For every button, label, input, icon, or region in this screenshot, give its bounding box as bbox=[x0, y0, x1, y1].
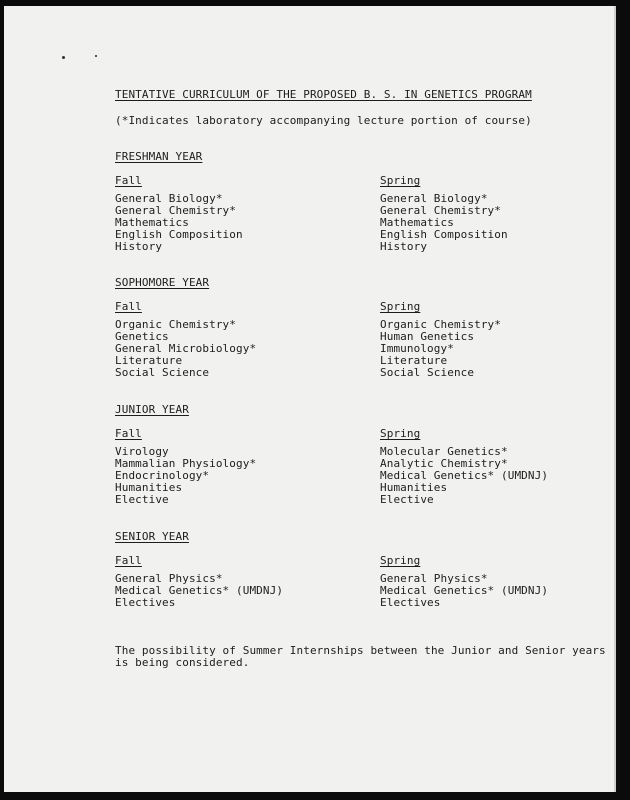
course-item: Medical Genetics* (UMDNJ) bbox=[380, 584, 549, 597]
fall-heading-junior: Fall bbox=[115, 427, 142, 440]
course-item: English Composition bbox=[380, 228, 508, 241]
course-list-freshman-spring bbox=[380, 193, 508, 253]
course-item: Immunology* bbox=[380, 342, 454, 355]
footer-line: The possibility of Summer Internships between the Junior and Senior years bbox=[115, 644, 606, 657]
paper-mark bbox=[62, 56, 65, 59]
course-list-sophomore-spring bbox=[380, 319, 501, 379]
course-item: Electives bbox=[380, 596, 441, 609]
spring-heading-junior: Spring bbox=[380, 427, 421, 440]
course-item: Genetics bbox=[115, 330, 169, 343]
fall-heading-sophomore: Fall bbox=[115, 300, 142, 313]
course-item: Electives bbox=[115, 596, 176, 609]
course-item: Social Science bbox=[380, 366, 475, 379]
course-item: Humanities bbox=[380, 481, 448, 494]
course-item: Mammalian Physiology* bbox=[115, 457, 257, 470]
course-item: Analytic Chemistry* bbox=[380, 457, 508, 470]
course-item: History bbox=[115, 240, 163, 253]
footer-line: is being considered. bbox=[115, 656, 250, 669]
course-item: General Physics* bbox=[380, 572, 488, 585]
year-heading-sophomore: SOPHOMORE YEAR bbox=[115, 276, 210, 289]
course-item: General Physics* bbox=[115, 572, 223, 585]
course-list-junior-spring bbox=[380, 446, 548, 506]
course-item: Social Science bbox=[115, 366, 210, 379]
course-list-junior-fall bbox=[115, 446, 256, 506]
spring-heading-sophomore: Spring bbox=[380, 300, 421, 313]
course-item: Endocrinology* bbox=[115, 469, 210, 482]
course-item: General Biology* bbox=[115, 192, 223, 205]
course-item: Organic Chemistry* bbox=[115, 318, 237, 331]
spring-heading-freshman: Spring bbox=[380, 174, 421, 187]
course-item: General Chemistry* bbox=[115, 204, 237, 217]
course-item: General Biology* bbox=[380, 192, 488, 205]
course-list-freshman-fall bbox=[115, 193, 243, 253]
course-item: Medical Genetics* (UMDNJ) bbox=[380, 469, 549, 482]
course-item: General Chemistry* bbox=[380, 204, 502, 217]
spring-heading-senior: Spring bbox=[380, 554, 421, 567]
course-item: Mathematics bbox=[115, 216, 189, 229]
document-title: TENTATIVE CURRICULUM OF THE PROPOSED B. S. IN GENETICS PROGRAM bbox=[115, 88, 532, 101]
course-item: Literature bbox=[380, 354, 448, 367]
course-item: General Microbiology* bbox=[115, 342, 257, 355]
course-item: Molecular Genetics* bbox=[380, 445, 508, 458]
course-item: Elective bbox=[380, 493, 434, 506]
course-item: Virology bbox=[115, 445, 169, 458]
course-item: Medical Genetics* (UMDNJ) bbox=[115, 584, 284, 597]
course-item: Humanities bbox=[115, 481, 183, 494]
year-heading-senior: SENIOR YEAR bbox=[115, 530, 189, 543]
course-item: Human Genetics bbox=[380, 330, 475, 343]
course-item: English Composition bbox=[115, 228, 243, 241]
course-list-senior-fall bbox=[115, 573, 283, 609]
internship-note bbox=[115, 644, 606, 669]
course-item: Literature bbox=[115, 354, 183, 367]
course-item: Elective bbox=[115, 493, 169, 506]
year-heading-junior: JUNIOR YEAR bbox=[115, 403, 189, 416]
course-item: Mathematics bbox=[380, 216, 454, 229]
course-list-sophomore-fall bbox=[115, 319, 256, 379]
course-item: History bbox=[380, 240, 428, 253]
paper-mark bbox=[95, 55, 97, 57]
year-heading-freshman: FRESHMAN YEAR bbox=[115, 150, 203, 163]
fall-heading-senior: Fall bbox=[115, 554, 142, 567]
fall-heading-freshman: Fall bbox=[115, 174, 142, 187]
course-list-senior-spring bbox=[380, 573, 548, 609]
course-item: Organic Chemistry* bbox=[380, 318, 502, 331]
lab-note: (*Indicates laboratory accompanying lecture portion of course) bbox=[115, 114, 532, 127]
